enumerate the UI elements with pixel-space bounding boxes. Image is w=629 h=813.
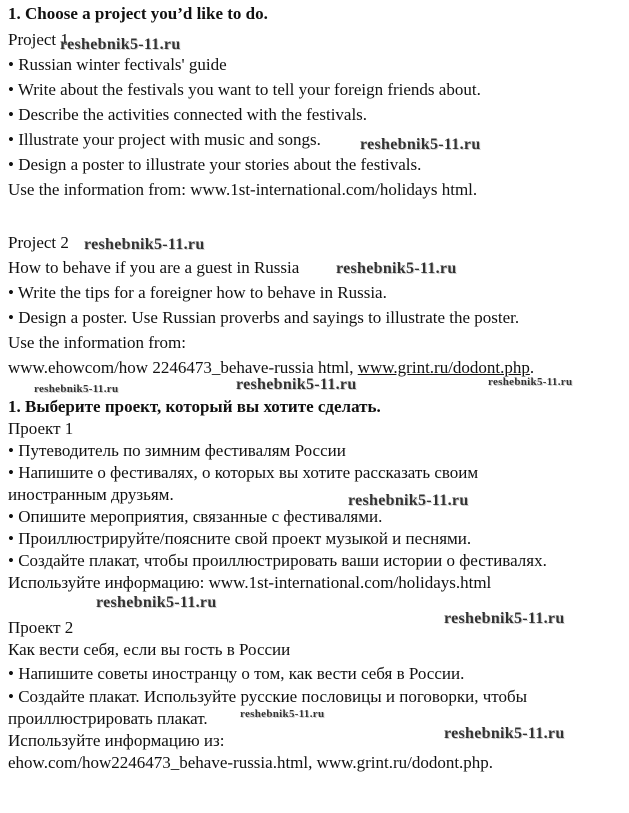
watermark: reshebnik5-11.ru: [34, 383, 119, 395]
en-project1-item-3: • Describe the activities connected with the festivals.: [8, 105, 368, 124]
ru-project1-line-2: • Напишите о фестивалях, о которых вы хотите рассказать своим: [8, 463, 479, 482]
watermark: reshebnik5-11.ru: [488, 376, 573, 388]
ru-project1-line-1: • Путеводитель по зимним фестивалям России: [8, 441, 346, 460]
en-project2-title: Project 2: [8, 233, 69, 252]
watermark: reshebnik5-11.ru: [240, 708, 325, 720]
en-project2-item-2: • Design a poster. Use Russian proverbs and sayings to illustrate the poster.: [8, 308, 520, 327]
watermark: reshebnik5-11.ru: [236, 376, 357, 393]
watermark: reshebnik5-11.ru: [360, 136, 481, 153]
en-project1-item-2: • Write about the festivals you want to tell your foreign friends about.: [8, 80, 481, 99]
en-project2-source: [8, 358, 534, 378]
en-project1-title: Project 1: [8, 30, 69, 49]
en-project2-source-link-2[interactable]: www.grint.ru/dodont.php: [357, 358, 530, 377]
ru-project2-line-1: • Напишите советы иностранцу о том, как вести себя в России.: [8, 664, 465, 683]
ru-project1-line-5: • Проиллюстрируйте/поясните свой проект музыкой и песнями.: [8, 529, 472, 548]
ru-project1-line-4: • Опишите мероприятия, связанные с фестивалями.: [8, 507, 383, 526]
watermark: reshebnik5-11.ru: [444, 610, 565, 627]
ru-project1-line-3: иностранным друзьям.: [8, 485, 174, 504]
ru-project2-source: ehow.com/how2246473_behave-russia.html, www.grint.ru/dodont.php.: [8, 753, 494, 772]
en-project1-item-1: • Russian winter fectivals' guide: [8, 55, 227, 74]
ru-project2-source-label: Используйте информацию из:: [8, 731, 225, 750]
ru-project1-source: Используйте информацию: www.1st-international.com/holidays.html: [8, 573, 492, 592]
watermark: reshebnik5-11.ru: [96, 594, 217, 611]
watermark: reshebnik5-11.ru: [336, 260, 457, 277]
ru-project2-subtitle: Как вести себя, если вы гость в России: [8, 640, 291, 659]
ru-project1-title: Проект 1: [8, 419, 74, 438]
ru-heading: 1. Выберите проект, который вы хотите сделать.: [8, 397, 381, 416]
en-project1-source: Use the information from: www.1st-international.com/holidays html.: [8, 180, 478, 199]
en-project1-item-5: • Design a poster to illustrate your stories about the festivals.: [8, 155, 422, 174]
en-project2-subtitle: How to behave if you are a guest in Russia: [8, 258, 300, 277]
watermark: reshebnik5-11.ru: [84, 236, 205, 253]
ru-project2-line-2: • Создайте плакат. Используйте русские пословицы и поговорки, чтобы: [8, 687, 528, 706]
en-project2-source-end: .: [529, 358, 535, 377]
watermark: reshebnik5-11.ru: [348, 492, 469, 509]
watermark: reshebnik5-11.ru: [444, 725, 565, 742]
ru-project1-line-6: • Создайте плакат, чтобы проиллюстрировать ваши истории о фестивалях.: [8, 551, 547, 570]
ru-project2-line-3: проиллюстрировать плакат.: [8, 709, 208, 728]
en-project2-source-link-1: www.ehowcom/how 2246473_behave-russia html,: [8, 358, 358, 377]
en-project2-item-1: • Write the tips for a foreigner how to behave in Russia.: [8, 283, 387, 302]
watermark: reshebnik5-11.ru: [60, 36, 181, 53]
en-project2-source-label: Use the information from:: [8, 333, 186, 352]
en-heading: 1. Choose a project you’d like to do.: [8, 4, 268, 23]
ru-project2-title: Проект 2: [8, 618, 74, 637]
en-project1-item-4: • Illustrate your project with music and songs.: [8, 130, 321, 149]
